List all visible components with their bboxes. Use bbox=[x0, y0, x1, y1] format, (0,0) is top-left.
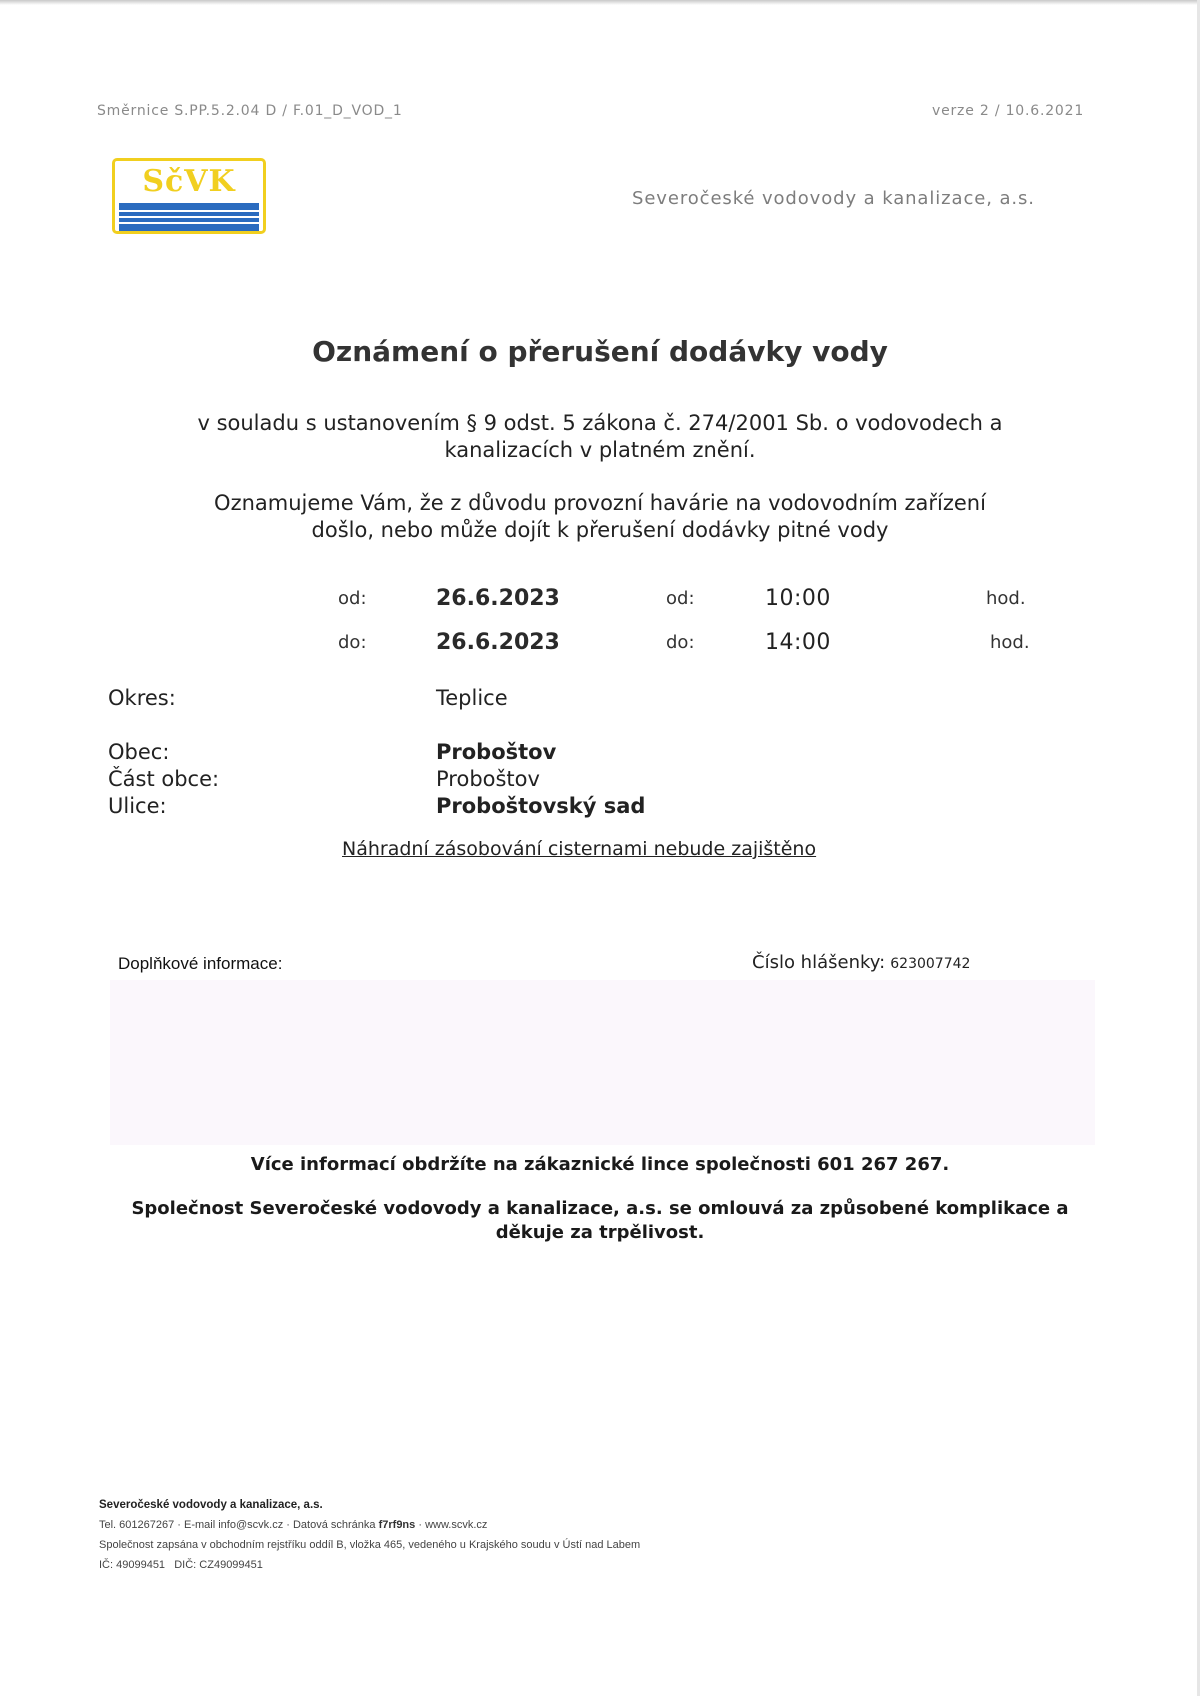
district-value: Teplice bbox=[436, 686, 508, 710]
legal-line-1: v souladu s ustanovením § 9 odst. 5 zákona č. 274/2001 Sb. o vodovodech a bbox=[197, 411, 1003, 435]
legal-basis bbox=[100, 410, 1100, 464]
logo-text: SčVK bbox=[142, 164, 236, 199]
footer-ids bbox=[99, 1555, 640, 1575]
apology-line-2: děkuje za trpělivost. bbox=[495, 1222, 705, 1243]
substitute-supply-note: Náhradní zásobování cisternami nebude zajištěno bbox=[342, 838, 817, 860]
to-date-label: do: bbox=[338, 632, 367, 653]
municipality-label: Obec: bbox=[108, 740, 170, 764]
footer-dic: DIČ: CZ49099451 bbox=[174, 1559, 263, 1571]
municipality-part-value: Proboštov bbox=[436, 767, 540, 791]
directive-code: Směrnice S.PP.5.2.04 D / F.01_D_VOD_1 bbox=[97, 103, 403, 119]
footer-registry: Společnost zapsána v obchodním rejstříku oddíl B, vložka 465, vedeného u Krajského soudu v Ústí nad Labem bbox=[99, 1539, 641, 1551]
customer-line-info: Více informací obdržíte na zákaznické lince společnosti 601 267 267. bbox=[250, 1154, 950, 1175]
ticket-number-block bbox=[752, 952, 970, 973]
footer-databox-id: f7rf9ns bbox=[378, 1519, 416, 1531]
street-label: Ulice: bbox=[108, 794, 167, 818]
ticket-number-value: 623007742 bbox=[890, 956, 971, 972]
version-label: verze 2 / 10.6.2021 bbox=[932, 103, 1085, 119]
municipality-part-label: Část obce: bbox=[108, 767, 220, 791]
footer bbox=[99, 1495, 640, 1575]
district-label: Okres: bbox=[108, 686, 176, 710]
to-date: 26.6.2023 bbox=[436, 630, 560, 655]
from-date-label: od: bbox=[338, 588, 367, 609]
from-date: 26.6.2023 bbox=[436, 586, 560, 611]
additional-info-box bbox=[110, 980, 1095, 1145]
apology bbox=[0, 1197, 1200, 1245]
scvk-logo bbox=[112, 158, 266, 234]
from-time-label: od: bbox=[666, 588, 695, 609]
footer-tel: Tel. 601267267 bbox=[99, 1519, 175, 1531]
footer-ic: IČ: 49099451 bbox=[99, 1559, 166, 1571]
ticket-number-label: Číslo hlášenky: bbox=[752, 952, 886, 973]
company-header-name: Severočeské vodovody a kanalizace, a.s. bbox=[632, 188, 1035, 209]
document-title: Oznámení o přerušení dodávky vody bbox=[312, 335, 888, 368]
footer-company: Severočeské vodovody a kanalizace, a.s. bbox=[99, 1499, 323, 1511]
footer-databox-label: Datová schránka bbox=[292, 1519, 376, 1531]
notice-line-1: Oznamujeme Vám, že z důvodu provozní havárie na vodovodním zařízení bbox=[214, 491, 986, 515]
footer-web: www.scvk.cz bbox=[425, 1519, 488, 1531]
footer-email: E-mail info@scvk.cz bbox=[184, 1519, 284, 1531]
from-unit: hod. bbox=[986, 588, 1026, 609]
from-time: 10:00 bbox=[765, 586, 831, 611]
scan-top-edge bbox=[0, 0, 1200, 5]
logo-water-stripes-icon bbox=[119, 203, 259, 229]
additional-info-label: Doplňkové informace: bbox=[118, 954, 283, 973]
apology-line-1: Společnost Severočeské vodovody a kanalizace, a.s. se omlouvá za způsobené komplikace a bbox=[131, 1198, 1069, 1219]
municipality-value: Proboštov bbox=[436, 740, 557, 764]
to-time: 14:00 bbox=[765, 630, 831, 655]
legal-line-2: kanalizacích v platném znění. bbox=[444, 438, 756, 462]
notice-text bbox=[100, 490, 1100, 544]
to-time-label: do: bbox=[666, 632, 695, 653]
notice-line-2: došlo, nebo může dojít k přerušení dodávky pitné vody bbox=[311, 518, 889, 542]
footer-contacts: Tel. 601267267 · E-mail info@scvk.cz · Datová schránka f7rf9ns · www.scvk.cz bbox=[99, 1519, 488, 1531]
street-value: Proboštovský sad bbox=[436, 794, 646, 818]
to-unit: hod. bbox=[990, 632, 1030, 653]
